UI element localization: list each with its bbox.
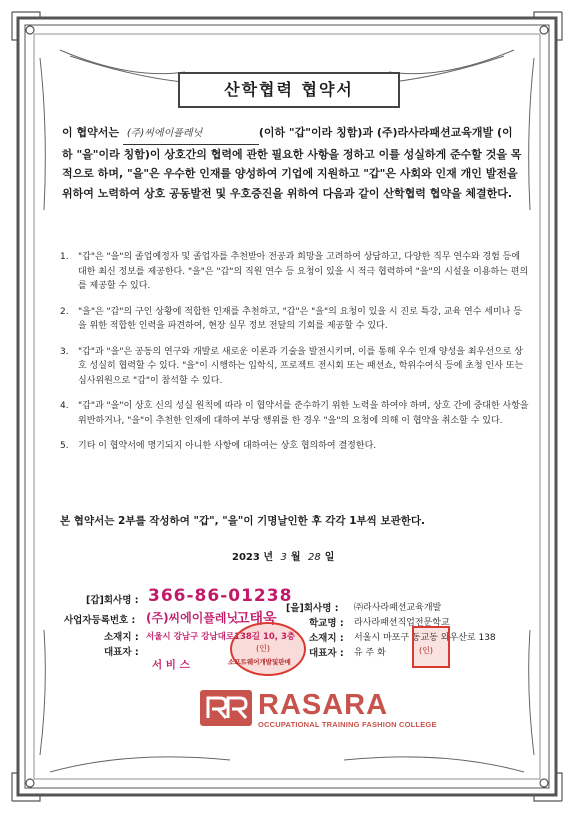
date-day-unit: 일 [324,552,335,563]
intro-body: (이하 "갑"이라 칭함)과 (주)라사라패션교육개발 (이하 "을"이라 칭함)이 상호간의 협력에 관한 필요한 사항을 정하고 이를 성실하게 준수할 것을 목적으로 하며, "을"은 우수한 인재를 양성하여 기업에 지원하고 "갑"은 사회와 인재 개인 발전을 위하여 노력하여 상호 공동발전 및 우호증진을 위하여 다음과 같이 산학협력 협약을 체결한다. [62,126,522,200]
intro-lead: 이 협약서는 [62,126,119,139]
item-text: "갑"과 "을"은 공동의 연구와 개발로 새로운 이론과 기술을 발전시키며, 이를 통해 우수 인재 양성을 최우선으로 상호 성실히 협력할 수 있다. "을"이 시행하는 입학식, 프로젝트 전시회 또는 패션쇼, 학위수여식 등에 초청 인사 또는 심사위원으로 "갑"이 참석할 수 있다. [78,346,524,386]
signing-date [232,548,334,563]
logo-wordmark: RASARA [258,689,389,721]
item-text: "갑"은 "을"의 졸업예정자 및 졸업자를 추천받아 전공과 희망을 고려하여 상담하고, 다양한 직무 연수와 경험 등에 대한 최신 정보를 제공한다. "을"은 "갑"의 직원 연수 등 요청이 있을 시 적극 협력하여 "을"의 시설을 이용하는 편의를 제공할 수 있다. [78,252,529,291]
party-b-address-label: 소재지 : [309,633,344,644]
item-number: 1. [60,252,69,262]
agreement-item [60,305,530,334]
party-a-representative-name: 고태욱 [236,611,277,627]
agreement-item [60,439,530,454]
item-number: 4. [60,401,69,411]
party-a-department: 서 비 스 [152,659,190,671]
party-b-representative-name: 유 주 화 [354,648,386,658]
item-text: 기타 이 협약서에 명기되지 아니한 사항에 대하여는 상호 협의하여 결정한다. [78,441,377,451]
party-b-company-label: [을]회사명 : [286,603,339,614]
party-a-address-label: 소재지 : [104,632,139,643]
item-number: 3. [60,346,69,357]
date-year: 2023 [232,552,260,563]
party-b-address: 서울시 마포구 동교동 와우산로 138 [354,633,496,643]
party-a-seal-caption: 소프트웨어개발및판매 [228,658,291,666]
date-day: 28 [308,552,321,563]
handwritten-company-name: (주)씨에이플레닛 [123,124,259,145]
document-title-box [178,72,400,108]
party-a-rep-label: 대표자 : [104,647,139,658]
party-a-address: 서울시 강남구 강남대로138길 10, 3층 [146,632,296,642]
date-month: 3 [280,552,287,563]
item-text: "을"은 "갑"의 구인 상황에 적합한 인재를 추천하고, "갑"은 "을"의 요청이 있을 시 진로 특강, 교육 연수 세미나 등을 위한 적합한 인력을 파견하여, 현장 실무 정보 전달의 기회를 제공할 수 있다. [78,306,522,331]
party-b-school-label: 학교명 : [309,618,344,629]
agreement-item [60,250,530,294]
party-a-company-label: [갑]회사명 : [86,595,139,606]
agreement-item [60,399,530,428]
party-b-seal-mark: (인) [419,646,433,655]
party-a-seal-mark: (인) [256,644,270,653]
intro-paragraph [62,123,522,203]
party-b-school-name: 라사라패션직업전문학교 [354,618,450,628]
date-month-unit: 월 [290,552,301,563]
closing-statement: 본 협약서는 2부를 작성하여 "갑", "을"이 기명날인한 후 각각 1부씩 보관한다. [60,515,426,527]
item-text: "갑"과 "을"이 상호 신의 성실 원칙에 따라 이 협약서를 준수하기 위한 노력을 하여야 하며, 상호 간에 중대한 사항을 위반하거나, "을"이 추천한 인재에 대하여 부당 행위를 한 경우 "을"의 요청에 의해 이 협약을 취소할 수 있다. [78,401,529,426]
party-a-company-name: (주)씨에이플레닛 [146,611,239,625]
logo-subtitle: OCCUPATIONAL TRAINING FASHION COLLEGE [258,720,437,729]
agreement-items [60,250,530,465]
party-b-rep-label: 대표자 : [309,648,344,659]
party-b-company-name: ㈜라사라패션교육개발 [354,603,442,613]
item-number: 2. [60,306,69,317]
document-title: 산학협력 협약서 [224,80,354,99]
agreement-item [60,345,530,389]
rasara-logo-icon [200,690,252,726]
party-a-reg-label: 사업자등록번호 : [64,615,136,626]
date-year-unit: 년 [263,552,273,563]
party-a-registration-number: 366-86-01238 [148,586,293,606]
item-number: 5. [60,441,69,451]
